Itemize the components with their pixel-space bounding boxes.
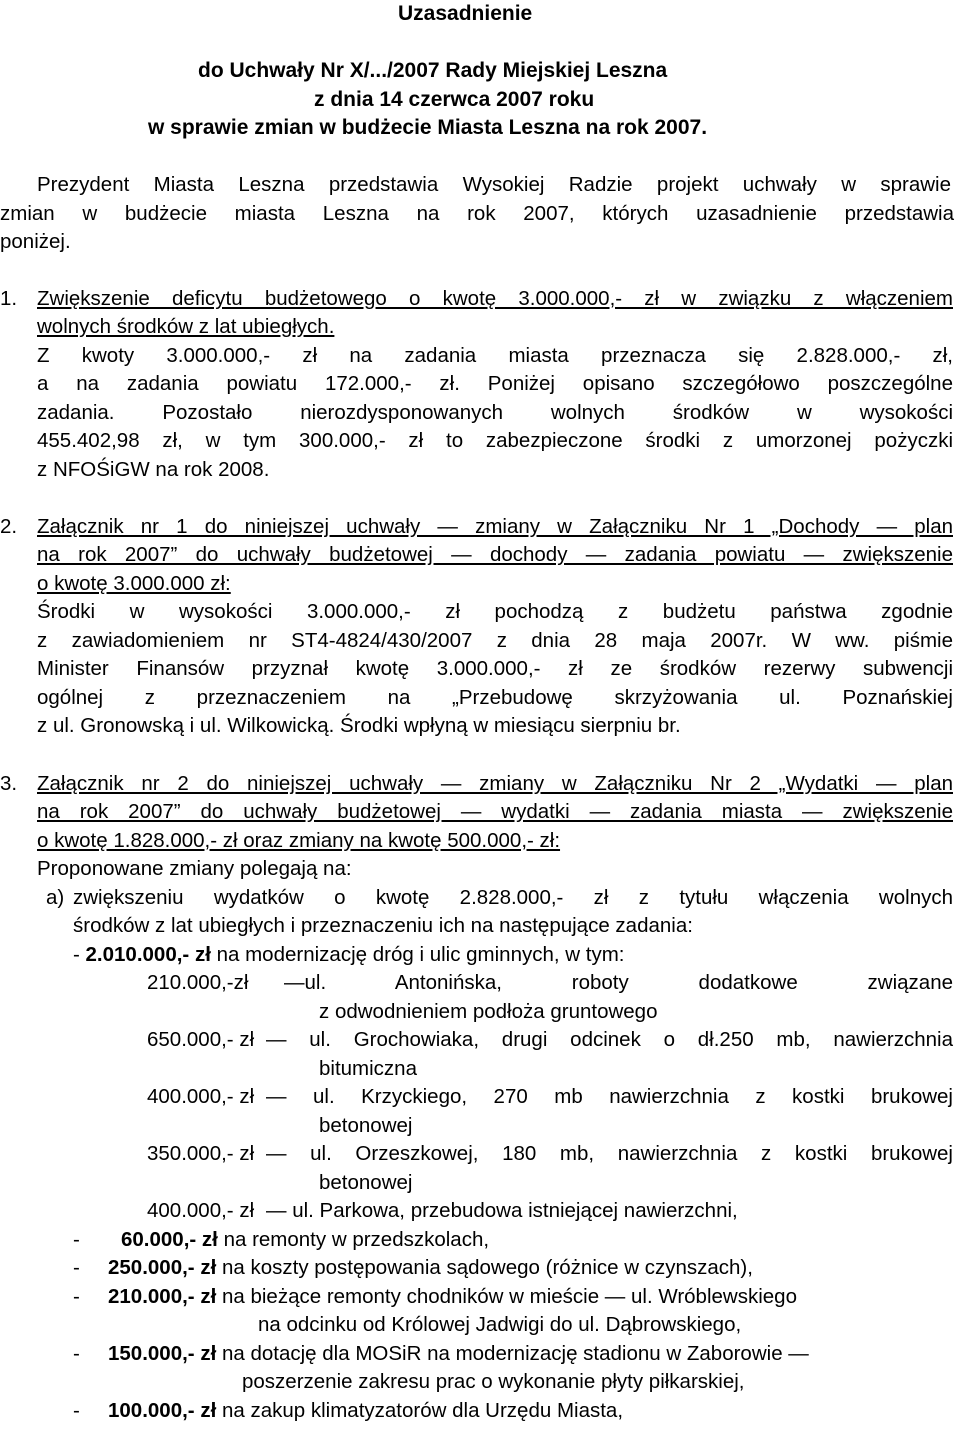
item-amount: 150.000,- zł xyxy=(108,1342,217,1365)
section-1-text: zadania. Pozostało nierozdysponowanych wolnych środków w wysokości xyxy=(37,401,953,424)
item-amount: 2.010.000,- zł xyxy=(85,943,211,966)
section-3-heading: Załącznik nr 2 do niniejszej uchwały — zmiany w Załączniku Nr 2 „Wydatki — plan xyxy=(37,772,953,795)
item-description: na dotację dla MOSiR na modernizację stadionu w Zaborowie — xyxy=(221,1342,809,1365)
section-3-heading: o kwotę 1.828.000,- zł oraz zmiany na kwotę 500.000,- zł: xyxy=(37,829,561,852)
intro-line: Prezydent Miasta Leszna przedstawia Wysokiej Radzie projekt uchwały w sprawie xyxy=(37,173,951,196)
section-3-number: 3. xyxy=(0,772,18,795)
section-1-heading: Zwiększenie deficytu budżetowego o kwotę 3.000.000,- zł w związku z włączeniem xyxy=(37,287,953,310)
section-2-number: 2. xyxy=(0,515,18,538)
road-amount: 210.000,-zł xyxy=(147,971,249,994)
road-description: betonowej xyxy=(319,1114,413,1137)
point-a-text: zwiększeniu wydatków o kwotę 2.828.000,- zł z tytułu włączenia wolnych xyxy=(73,886,953,909)
item-amount: 210.000,- zł xyxy=(108,1285,217,1308)
intro-line: poniżej. xyxy=(0,230,71,253)
expense-dash: - xyxy=(73,1285,80,1308)
section-2-heading: o kwotę 3.000.000 zł: xyxy=(37,572,231,595)
road-description: — ul. Grochowiaka, drugi odcinek o dł.250 mb, nawierzchnia xyxy=(266,1028,953,1051)
road-description: — ul. Krzyckiego, 270 mb nawierzchnia z kostki brukowej xyxy=(266,1085,953,1108)
item-description: na modernizację dróg i ulic gminnych, w tym: xyxy=(216,943,625,966)
expense-dash: - xyxy=(73,1399,80,1422)
expense-item xyxy=(121,1226,489,1254)
section-3-heading: na rok 2007” do uchwały budżetowej — wydatki — zadania miasta — zwiększenie xyxy=(37,800,953,823)
resolution-subject: w sprawie zmian w budżecie Miasta Leszna na rok 2007. xyxy=(148,116,708,139)
intro-line: zmian w budżecie miasta Leszna na rok 2007, których uzasadnienie przedstawia xyxy=(0,202,954,225)
road-description: z odwodnieniem podłoża gruntowego xyxy=(319,1000,658,1023)
item-description: na koszty postępowania sądowego (różnice w czynszach), xyxy=(221,1256,753,1279)
resolution-number: do Uchwały Nr X/.../2007 Rady Miejskiej Leszna xyxy=(198,59,668,82)
document-title: Uzasadnienie xyxy=(398,2,533,25)
item-amount: 250.000,- zł xyxy=(108,1256,217,1279)
expense-item xyxy=(108,1397,623,1425)
section-1-text: a na zadania powiatu 172.000,- zł. Poniżej opisano szczegółowo poszczególne xyxy=(37,372,953,395)
road-amount: 650.000,- zł xyxy=(147,1028,255,1051)
item-continuation: na odcinku od Królowej Jadwigi do ul. Dąbrowskiego, xyxy=(258,1313,742,1336)
item-continuation: poszerzenie zakresu prac o wykonanie płyty piłkarskiej, xyxy=(242,1370,745,1393)
section-2-text: z zawiadomieniem nr ST4-4824/430/2007 z dnia 28 maja 2007r. W ww. piśmie xyxy=(37,629,953,652)
item-amount: 60.000,- zł xyxy=(121,1228,218,1251)
section-2-text: z ul. Gronowską i ul. Wilkowicką. Środki wpłyną w miesiącu sierpniu br. xyxy=(37,714,681,737)
item-amount: 100.000,- zł xyxy=(108,1399,217,1422)
point-a-label: a) xyxy=(46,886,65,909)
point-a-text: środków z lat ubiegłych i przeznaczeniu ich na następujące zadania: xyxy=(73,914,693,937)
section-2-text: ogólnej z przeznaczeniem na „Przebudowę skrzyżowania ul. Poznańskiej xyxy=(37,686,953,709)
roads-item xyxy=(73,941,625,969)
road-amount: 400.000,- zł xyxy=(147,1085,255,1108)
expense-item xyxy=(108,1254,753,1282)
section-3-intro: Proponowane zmiany polegają na: xyxy=(37,857,352,880)
item-dash: - xyxy=(73,943,80,966)
section-1-text: 455.402,98 zł, w tym 300.000,- zł to zabezpieczone środki z umorzonej pożyczki xyxy=(37,429,953,452)
section-2-text: Minister Finansów przyznał kwotę 3.000.000,- zł ze środków rezerwy subwencji xyxy=(37,657,953,680)
road-description: — ul. Orzeszkowej, 180 mb, nawierzchnia z kostki brukowej xyxy=(266,1142,953,1165)
expense-dash: - xyxy=(73,1228,80,1251)
section-2-text: Środki w wysokości 3.000.000,- zł pochodzą z budżetu państwa zgodnie xyxy=(37,600,953,623)
section-1-number: 1. xyxy=(0,287,18,310)
expense-item xyxy=(108,1340,809,1368)
expense-item xyxy=(108,1283,797,1311)
item-description: na remonty w przedszkolach, xyxy=(223,1228,490,1251)
item-description: na bieżące remonty chodników w mieście — ul. Wróblewskiego xyxy=(221,1285,797,1308)
road-description: — ul. Parkowa, przebudowa istniejącej nawierzchni, xyxy=(266,1199,738,1222)
section-1-text: z NFOŚiGW na rok 2008. xyxy=(37,458,270,481)
section-1-heading: wolnych środków z lat ubiegłych. xyxy=(37,315,335,338)
section-2-heading: na rok 2007” do uchwały budżetowej — dochody — zadania powiatu — zwiększenie xyxy=(37,543,953,566)
resolution-date: z dnia 14 czerwca 2007 roku xyxy=(314,88,595,111)
expense-dash: - xyxy=(73,1342,80,1365)
road-amount: 350.000,- zł xyxy=(147,1142,255,1165)
road-amount: 400.000,- zł xyxy=(147,1199,255,1222)
road-description: betonowej xyxy=(319,1171,413,1194)
expense-dash: - xyxy=(73,1256,80,1279)
item-description: na zakup klimatyzatorów dla Urzędu Miasta, xyxy=(221,1399,624,1422)
road-description: —ul. Antonińska, roboty dodatkowe związane xyxy=(284,971,953,994)
section-1-text: Z kwoty 3.000.000,- zł na zadania miasta przeznacza się 2.828.000,- zł, xyxy=(37,344,953,367)
road-description: bitumiczna xyxy=(319,1057,417,1080)
section-2-heading: Załącznik nr 1 do niniejszej uchwały — zmiany w Załączniku Nr 1 „Dochody — plan xyxy=(37,515,953,538)
